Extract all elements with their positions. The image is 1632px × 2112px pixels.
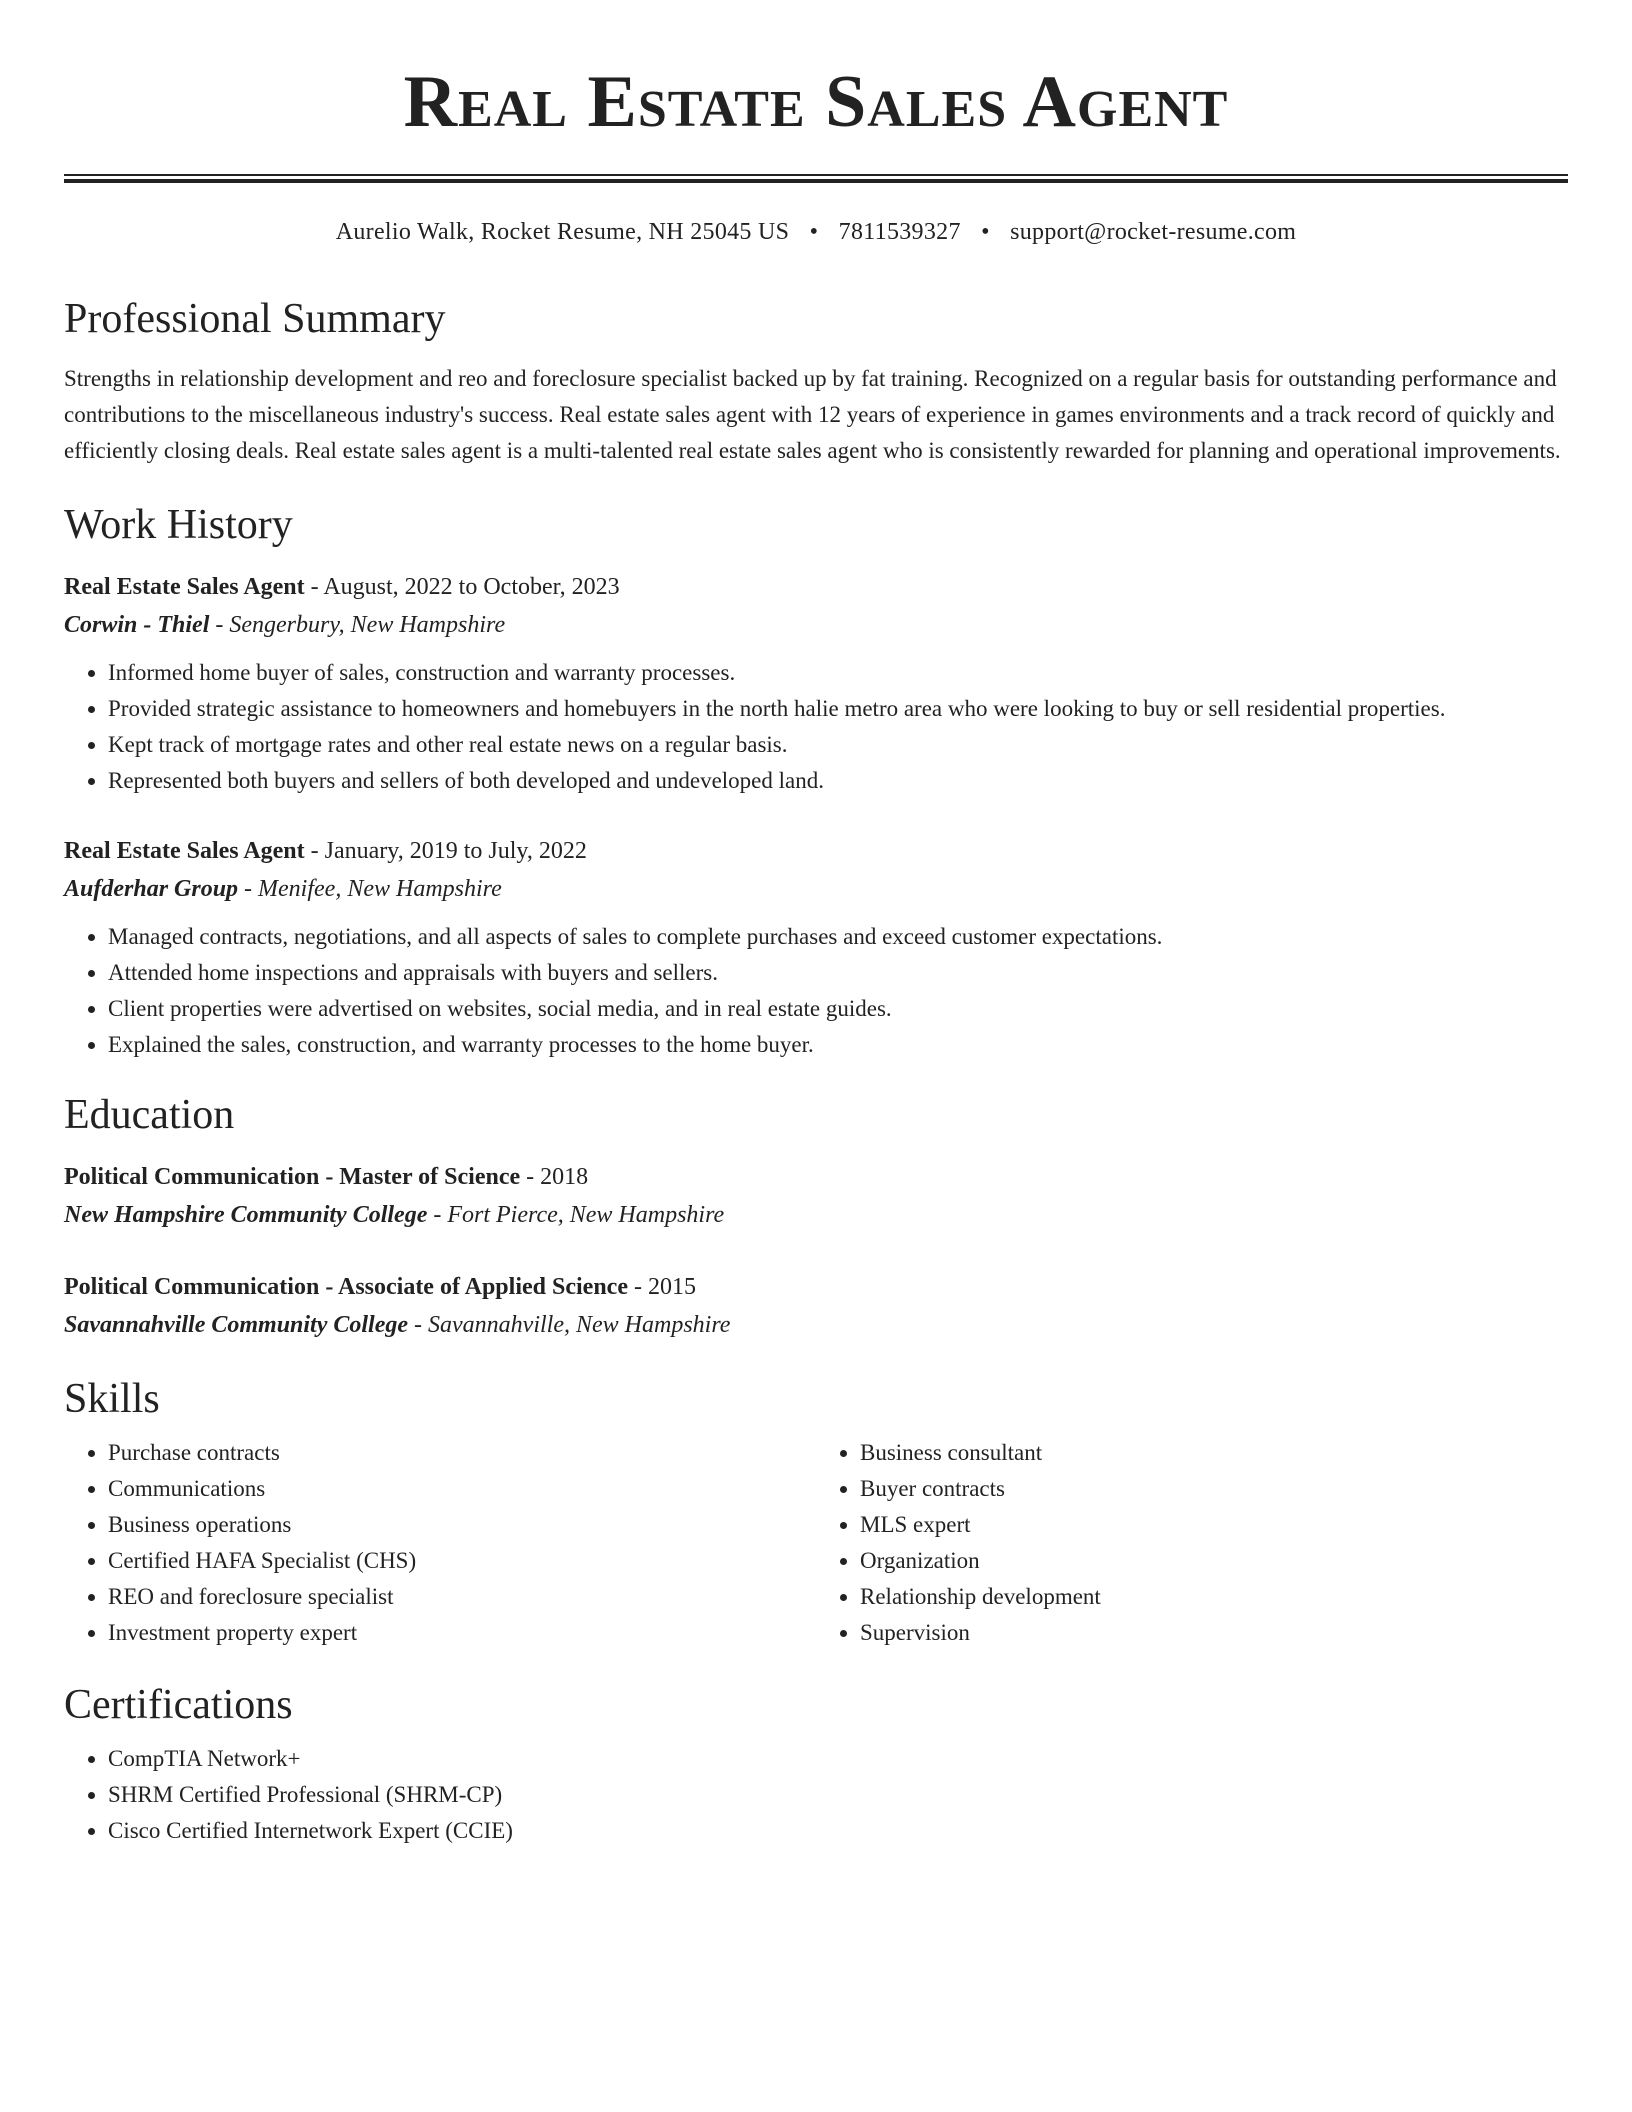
education-location: - Fort Pierce, New Hampshire xyxy=(427,1202,725,1228)
education-header xyxy=(64,1269,1568,1305)
job-employer xyxy=(64,605,1568,645)
job-bullet: • Explained the sales, construction, and warranty processes to the home buyer. xyxy=(108,1027,1568,1063)
job-entry xyxy=(64,833,1568,1063)
job-company: Aufderhar Group xyxy=(64,876,239,902)
skill-item: • Business operations xyxy=(108,1507,816,1543)
contact-separator: • xyxy=(809,219,819,245)
resume-title: Real Estate Sales Agent xyxy=(403,61,1229,143)
job-bullets xyxy=(64,655,1568,799)
skill-item: • Supervision xyxy=(860,1615,1568,1651)
skill-item: • Communications xyxy=(108,1471,816,1507)
job-location: - Sengerbury, New Hampshire xyxy=(209,612,506,638)
job-location: - Menifee, New Hampshire xyxy=(238,876,502,902)
certifications-list xyxy=(64,1741,1568,1849)
skill-item: • Relationship development xyxy=(860,1579,1568,1615)
job-bullet: • Provided strategic assistance to homeowners and homebuyers in the north halie metro area who were looking to buy or sell residential properties. xyxy=(108,691,1568,727)
skill-item: • REO and foreclosure specialist xyxy=(108,1579,816,1615)
skills-column-left xyxy=(64,1435,816,1651)
education-location: - Savannahville, New Hampshire xyxy=(408,1312,731,1338)
certification-item: • CompTIA Network+ xyxy=(108,1741,1568,1777)
skills-column-right xyxy=(816,1435,1568,1651)
skill-item: • Certified HAFA Specialist (CHS) xyxy=(108,1543,816,1579)
skill-item: • Organization xyxy=(860,1543,1568,1579)
education-institution xyxy=(64,1305,1568,1345)
certification-item: • Cisco Certified Internetwork Expert (CCIE) xyxy=(108,1813,1568,1849)
certification-item: • SHRM Certified Professional (SHRM-CP) xyxy=(108,1777,1568,1813)
contact-phone: 7811539327 xyxy=(838,219,961,245)
education-year: - 2015 xyxy=(627,1274,696,1300)
job-entry xyxy=(64,569,1568,799)
section-heading-work-history: Work History xyxy=(64,502,293,548)
contact-line xyxy=(64,217,1568,247)
job-title: Real Estate Sales Agent xyxy=(64,574,305,600)
job-dates: - August, 2022 to October, 2023 xyxy=(304,574,620,600)
job-title: Real Estate Sales Agent xyxy=(64,838,305,864)
skill-item: • Investment property expert xyxy=(108,1615,816,1651)
skill-item: • MLS expert xyxy=(860,1507,1568,1543)
job-header xyxy=(64,569,1568,605)
skill-item: • Business consultant xyxy=(860,1435,1568,1471)
summary-text: Strengths in relationship development and reo and foreclosure specialist backed up by fat training. Recognized on a regular basis for outstanding performance and contributions to the miscellaneous industry's success. Real estate sales agent with 12 years of experience in games environments and a track record of quickly and efficiently closing deals. Real estate sales agent is a multi-talented real estate sales agent who is consistently rewarded for planning and operational improvements. xyxy=(64,366,1561,463)
job-employer xyxy=(64,869,1568,909)
job-bullet: • Client properties were advertised on websites, social media, and in real estate guides. xyxy=(108,991,1568,1027)
skills-grid xyxy=(64,1435,1568,1651)
job-bullet: • Kept track of mortgage rates and other real estate news on a regular basis. xyxy=(108,727,1568,763)
contact-separator: • xyxy=(981,219,990,245)
skill-item: • Buyer contracts xyxy=(860,1471,1568,1507)
education-header xyxy=(64,1159,1568,1195)
education-school: New Hampshire Community College xyxy=(64,1202,428,1228)
title-double-rule xyxy=(64,174,1568,183)
job-bullet: • Attended home inspections and appraisals with buyers and sellers. xyxy=(108,955,1568,991)
job-bullet: • Managed contracts, negotiations, and all aspects of sales to complete purchases and exceed customer expectations. xyxy=(108,919,1568,955)
job-dates: - January, 2019 to July, 2022 xyxy=(304,838,587,864)
job-company: Corwin - Thiel xyxy=(64,612,210,638)
education-entry xyxy=(64,1159,1568,1235)
section-heading-education: Education xyxy=(64,1092,235,1138)
section-heading-skills: Skills xyxy=(64,1376,160,1422)
education-entry xyxy=(64,1269,1568,1345)
job-header xyxy=(64,833,1568,869)
contact-address: Aurelio Walk, Rocket Resume, NH 25045 US xyxy=(335,219,790,245)
education-year: - 2018 xyxy=(520,1164,589,1190)
section-heading-summary: Professional Summary xyxy=(64,296,446,342)
section-heading-certifications: Certifications xyxy=(64,1682,293,1728)
job-bullet: • Represented both buyers and sellers of both developed and undeveloped land. xyxy=(108,763,1568,799)
education-institution xyxy=(64,1195,1568,1235)
education-degree: Political Communication - Associate of Applied Science xyxy=(64,1274,628,1300)
skill-item: • Purchase contracts xyxy=(108,1435,816,1471)
job-bullet: • Informed home buyer of sales, construction and warranty processes. xyxy=(108,655,1568,691)
education-school: Savannahville Community College xyxy=(64,1312,409,1338)
education-degree: Political Communication - Master of Science xyxy=(64,1164,521,1190)
contact-email: support@rocket-resume.com xyxy=(1010,219,1297,245)
job-bullets xyxy=(64,919,1568,1063)
